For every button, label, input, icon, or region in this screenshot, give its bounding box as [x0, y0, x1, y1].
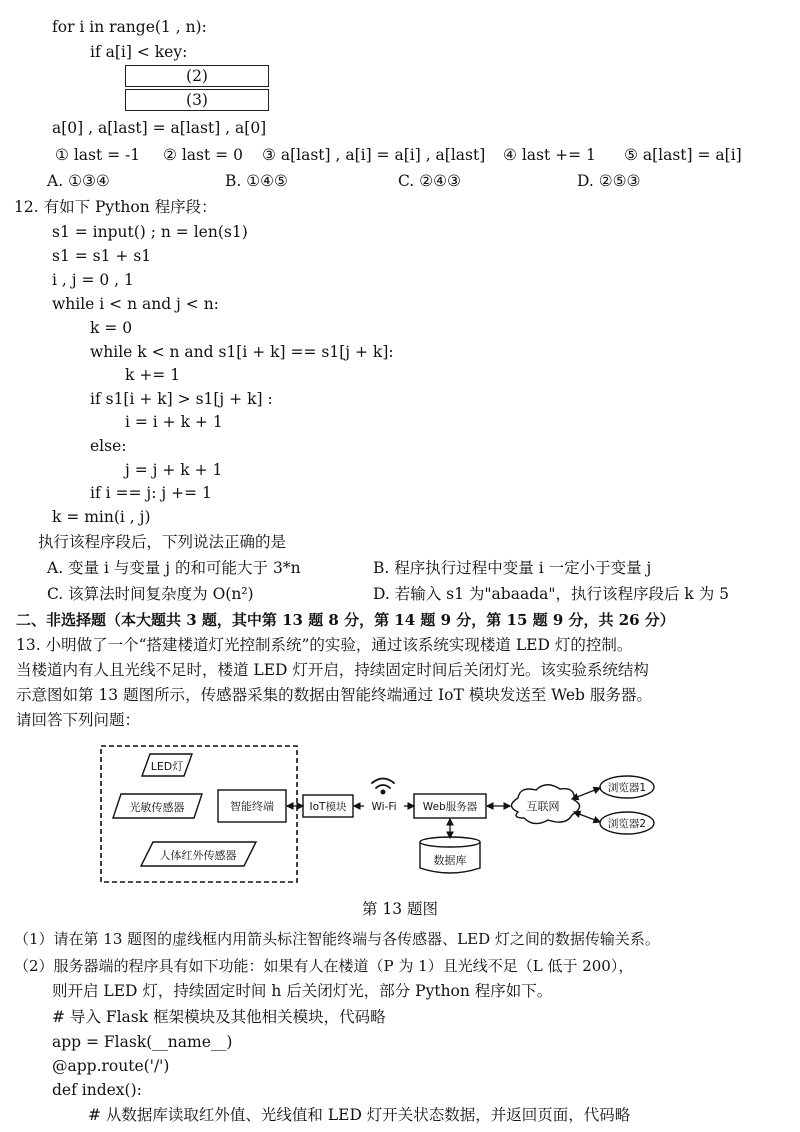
code-line: while i < n and j < n: [52, 295, 219, 313]
code-line: i = i + k + 1 [125, 413, 223, 431]
question-13-intro: 示意图如第 13 题图所示，传感器采集的数据由智能终端通过 IoT 模块发送至 Web 服务器。 [16, 686, 652, 704]
web-server-label: Web服务器 [422, 801, 478, 813]
section-heading: 二、非选择题（本大题共 3 题，其中第 13 题 8 分，第 14 题 9 分，第 15 题 9 分，共 26 分） [16, 611, 675, 629]
sub-question-1: （1）请在第 13 题图的虚线框内用箭头标注智能终端与各传感器、LED 灯之间的数据传输关系。 [14, 930, 660, 948]
wifi-icon [372, 779, 394, 794]
terminal-label: 智能终端 [230, 800, 274, 813]
choice-b: B. ①④⑤ [225, 172, 288, 190]
code-line: s1 = input() ; n = len(s1) [52, 223, 248, 241]
browser-1-label: 浏览器1 [607, 782, 647, 794]
code-line: j = j + k + 1 [125, 461, 223, 479]
iot-label: IoT模块 [309, 801, 347, 813]
question-13-intro: 当楼道内有人且光线不足时，楼道 LED 灯开启，持续固定时间后关闭灯光。该实验系统结构 [16, 661, 649, 679]
code-line: for i in range(1 , n): [52, 18, 207, 36]
led-label: LED灯 [150, 760, 184, 773]
question-12-stem: 执行该程序段后，下列说法正确的是 [38, 533, 287, 551]
option-4: ④ last += 1 [503, 146, 596, 164]
code-line: i , j = 0 , 1 [52, 271, 134, 289]
option-2: ② last = 0 [163, 146, 243, 164]
figure-caption: 第 13 题图 [361, 900, 439, 918]
wifi-label: Wi-Fi [371, 801, 397, 813]
code-line: if i == j: j += 1 [90, 484, 212, 502]
code-line: if a[i] < key: [90, 43, 188, 61]
internet-label: 互联网 [526, 800, 560, 813]
code-line: while k < n and s1[i + k] == s1[j + k]: [90, 343, 394, 361]
choice-d: D. ②⑤③ [577, 172, 641, 190]
code-line: if s1[i + k] > s1[j + k] : [90, 390, 273, 408]
choice-d: D. 若输入 s1 为"abaada"，执行该程序段后 k 为 5 [373, 585, 730, 603]
question-13-intro: 请回答下列问题： [16, 711, 141, 729]
code-line: @app.route('/') [52, 1057, 170, 1075]
choice-b: B. 程序执行过程中变量 i 一定小于变量 j [373, 559, 652, 577]
sub-question-2: （2）服务器端的程序具有如下功能：如果有人在楼道（P 为 1）且光线不足（L 低于 200）， [14, 957, 634, 975]
code-line: else: [90, 437, 127, 455]
database-label: 数据库 [433, 854, 467, 867]
answer-blank-2: (2) [125, 65, 269, 87]
choice-a: A. ①③④ [47, 172, 110, 190]
choice-c: C. 该算法时间复杂度为 O(n²) [47, 585, 254, 603]
code-line: k = min(i , j) [52, 508, 151, 526]
sub-question-2-cont: 则开启 LED 灯，持续固定时间 h 后关闭灯光，部分 Python 程序如下。 [52, 982, 553, 1000]
light-sensor-label: 光敏传感器 [129, 801, 185, 814]
question-13-intro: 13. 小明做了一个“搭建楼道灯光控制系统”的实验，通过该系统实现楼道 LED 灯的控制。 [16, 636, 633, 654]
ir-sensor-label: 人体红外传感器 [159, 849, 237, 862]
code-line: # 导入 Flask 框架模块及其他相关模块，代码略 [52, 1008, 386, 1026]
browser-2-label: 浏览器2 [607, 818, 647, 830]
option-5: ⑤ a[last] = a[i] [624, 146, 742, 164]
code-line: app = Flask(__name__) [52, 1033, 233, 1051]
code-line: def index(): [52, 1081, 142, 1099]
code-line: a[0] , a[last] = a[last] , a[0] [52, 119, 267, 137]
option-3: ③ a[last] , a[i] = a[i] , a[last] [262, 146, 486, 164]
code-line: s1 = s1 + s1 [52, 247, 152, 265]
code-line: k += 1 [125, 366, 181, 384]
choice-a: A. 变量 i 与变量 j 的和可能大于 3*n [47, 559, 301, 577]
answer-blank-3: (3) [125, 89, 269, 111]
code-line: # 从数据库读取红外值、光线值和 LED 灯开关状态数据，并返回页面，代码略 [88, 1106, 631, 1124]
option-1: ① last = -1 [55, 146, 141, 164]
choice-c: C. ②④③ [398, 172, 461, 190]
code-line: k = 0 [90, 319, 133, 337]
question-12-title: 12. 有如下 Python 程序段： [14, 198, 217, 216]
